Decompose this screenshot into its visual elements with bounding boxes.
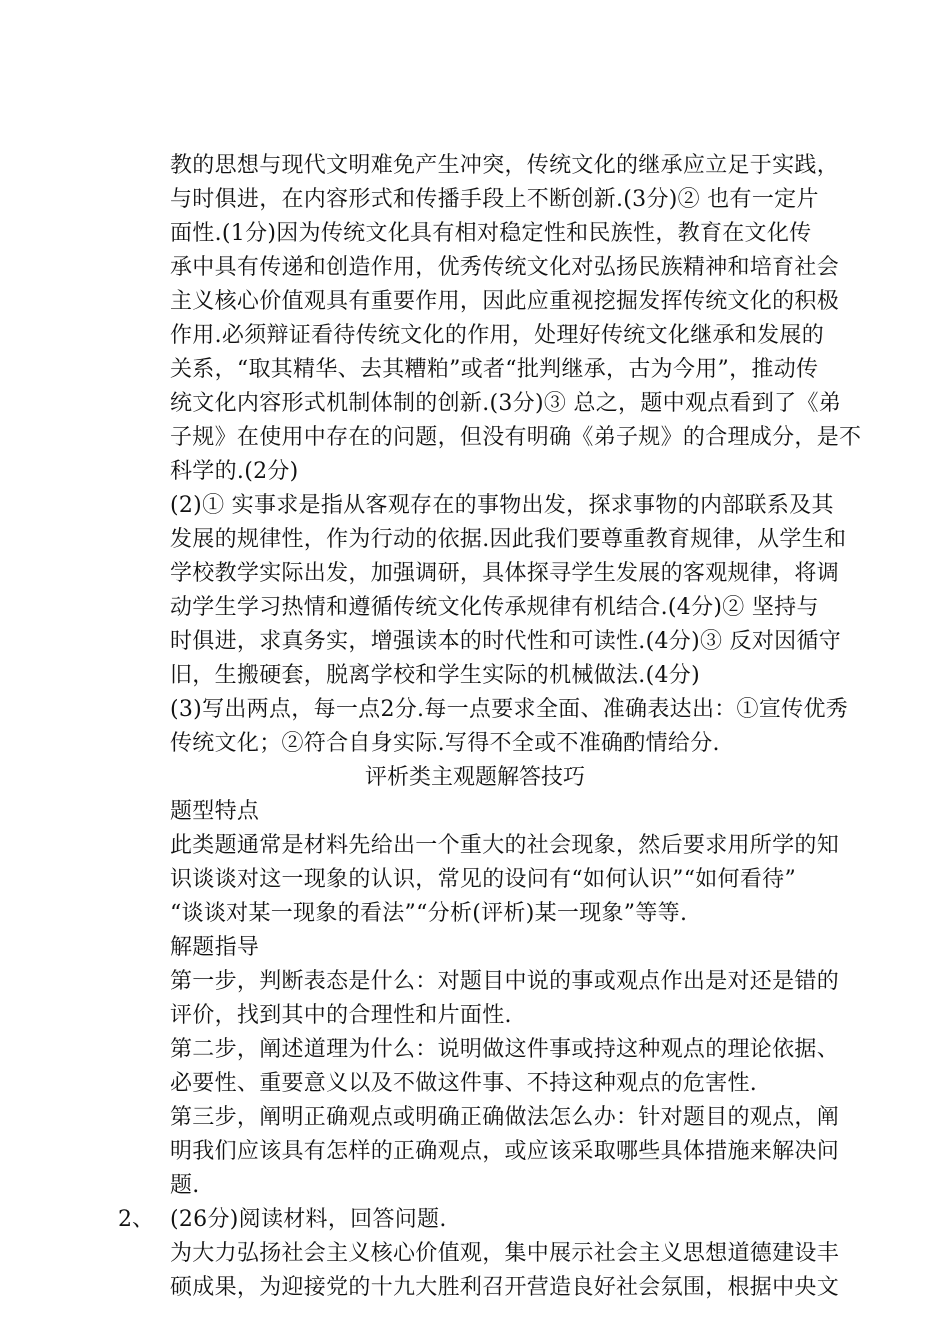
text-line: 子规》在使用中存在的问题，但没有明确《弟子规》的合理成分，是不 bbox=[170, 425, 862, 450]
text-line: 第三步，阐明正确观点或明确正确做法怎么办：针对题目的观点，阐 bbox=[170, 1105, 840, 1130]
text-line: 学校教学实际出发，加强调研，具体探寻学生发展的客观规律，将调 bbox=[170, 561, 840, 586]
text-line: 题. bbox=[170, 1173, 200, 1198]
text-line: 必要性、重要意义以及不做这件事、不持这种观点的危害性. bbox=[170, 1071, 758, 1096]
text-line: 统文化内容形式机制体制的创新.(3分)③ 总之，题中观点看到了《弟 bbox=[170, 391, 842, 416]
text-line: 传统文化；②符合自身实际.写得不全或不准确酌情给分. bbox=[170, 731, 720, 756]
text-line: 第一步，判断表态是什么：对题目中说的事或观点作出是对还是错的 bbox=[170, 969, 840, 994]
text-line: 科学的.(2分) bbox=[170, 459, 299, 484]
text-line: 动学生学习热情和遵循传统文化传承规律有机结合.(4分)② 坚持与 bbox=[170, 595, 819, 620]
text-line: “谈谈对某一现象的看法”“分析(评析)某一现象”等等. bbox=[170, 901, 688, 926]
question-number: 2、 bbox=[118, 1207, 154, 1232]
subheading: 解题指导 bbox=[170, 935, 260, 960]
text-line: 第二步，阐述道理为什么：说明做这件事或持这种观点的理论依据、 bbox=[170, 1037, 840, 1062]
question-header: (26分)阅读材料，回答问题. bbox=[170, 1207, 447, 1232]
text-line: 教的思想与现代文明难免产生冲突，传统文化的继承应立足于实践， bbox=[170, 153, 840, 178]
text-line: 作用.必须辩证看待传统文化的作用，处理好传统文化继承和发展的 bbox=[170, 323, 824, 348]
text-line: 发展的规律性，作为行动的依据.因此我们要尊重教育规律，从学生和 bbox=[170, 527, 847, 552]
text-line: 时俱进，求真务实，增强读本的时代性和可读性.(4分)③ 反对因循守 bbox=[170, 629, 842, 654]
text-line: 明我们应该具有怎样的正确观点，或应该采取哪些具体措施来解决问 bbox=[170, 1139, 840, 1164]
text-line: 关系，“取其精华、去其糟粕”或者“批判继承，古为今用”，推动传 bbox=[170, 357, 819, 382]
text-line: 承中具有传递和创造作用，优秀传统文化对弘扬民族精神和培育社会 bbox=[170, 255, 840, 280]
text-line: 评价，找到其中的合理性和片面性. bbox=[170, 1003, 512, 1028]
text-line: (2)① 实事求是指从客观存在的事物出发，探求事物的内部联系及其 bbox=[170, 493, 834, 518]
text-line: 硕成果，为迎接党的十九大胜利召开营造良好社会氛围，根据中央文 bbox=[170, 1275, 840, 1300]
text-line: 旧，生搬硬套，脱离学校和学生实际的机械做法.(4分) bbox=[170, 663, 700, 688]
subheading: 题型特点 bbox=[170, 799, 260, 824]
text-line: 主义核心价值观具有重要作用，因此应重视挖掘发挥传统文化的积极 bbox=[170, 289, 840, 314]
text-line: 面性.(1分)因为传统文化具有相对稳定性和民族性，教育在文化传 bbox=[170, 221, 812, 246]
text-line: 此类题通常是材料先给出一个重大的社会现象，然后要求用所学的知 bbox=[170, 833, 840, 858]
text-line: 与时俱进，在内容形式和传播手段上不断创新.(3分)② 也有一定片 bbox=[170, 187, 819, 212]
text-line: 为大力弘扬社会主义核心价值观，集中展示社会主义思想道德建设丰 bbox=[170, 1241, 840, 1266]
text-line: 识谈谈对这一现象的认识，常见的设问有“如何认识”“如何看待” bbox=[170, 867, 796, 892]
section-title: 评析类主观题解答技巧 bbox=[364, 765, 585, 790]
text-line: (3)写出两点，每一点2分.每一点要求全面、准确表达出：①宣传优秀 bbox=[170, 697, 849, 722]
